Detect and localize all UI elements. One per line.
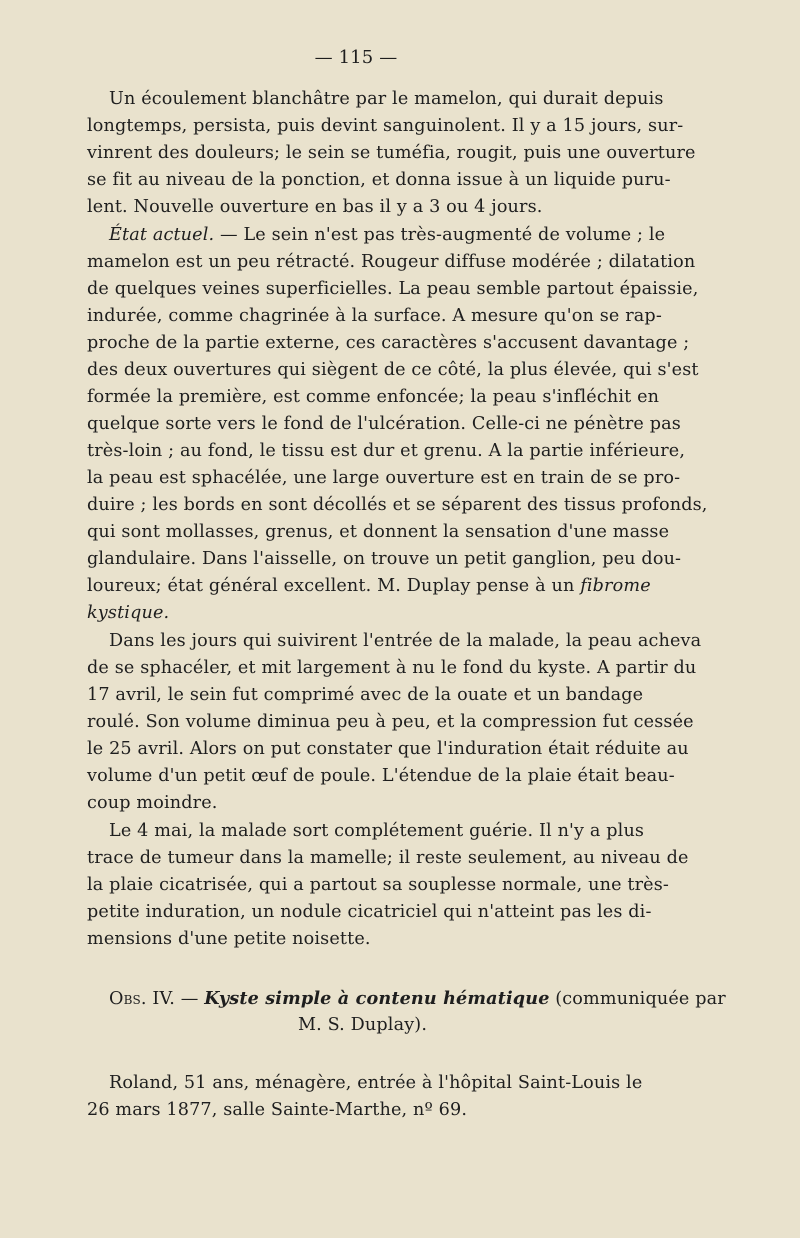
text-line: petite induration, un nodule cicatriciel qui n'atteint pas les di- [87, 902, 652, 922]
text-line: longtemps, persista, puis devint sanguinolent. Il y a 15 jours, sur- [87, 116, 684, 136]
text-line: trace de tumeur dans la mamelle; il reste seulement, au niveau de [87, 848, 689, 868]
text-line: qui sont mollasses, grenus, et donnent la sensation d'une masse [87, 522, 670, 542]
text-line: Un écoulement blanchâtre par le mamelon, qui durait depuis [109, 89, 664, 109]
section-heading-etat-actuel: État actuel. [109, 225, 215, 245]
text-line: roulé. Son volume diminua peu à peu, et la compression fut cessée [87, 712, 694, 732]
text-line: proche de la partie externe, ces caractères s'accusent davantage ; [87, 333, 690, 353]
text-line: duire ; les bords en sont décollés et se séparent des tissus profonds, [87, 495, 708, 515]
text-line: vinrent des douleurs; le sein se tuméfia, rougit, puis une ouverture [87, 143, 696, 163]
page-number: — 115 — [314, 47, 398, 68]
text-line: indurée, comme chagrinée à la surface. A mesure qu'on se rap- [87, 306, 662, 326]
text-line: 26 mars 1877, salle Sainte-Marthe, nº 69. [87, 1100, 468, 1120]
text-span: — [175, 989, 205, 1009]
text-line [87, 222, 666, 249]
text-line: des deux ouvertures qui siègent de ce côté, la plus élevée, qui s'est [87, 360, 699, 380]
observation-heading [87, 985, 726, 1013]
text-line: la plaie cicatrisée, qui a partout sa souplesse normale, une très- [87, 875, 669, 895]
text-line: la peau est sphacélée, une large ouverture est en train de se pro- [87, 468, 681, 488]
text-line: coup moindre. [87, 793, 218, 813]
text-line: quelque sorte vers le fond de l'ulcération. Celle-ci ne pénètre pas [87, 414, 681, 434]
text-line: se fit au niveau de la ponction, et donna issue à un liquide puru- [87, 170, 671, 190]
text-line: Roland, 51 ans, ménagère, entrée à l'hôpital Saint-Louis le [109, 1073, 643, 1093]
text-line: mensions d'une petite noisette. [87, 929, 371, 949]
italic-term: kystique. [87, 603, 170, 623]
observation-attribution: M. S. Duplay). [297, 1015, 428, 1035]
text-line: formée la première, est comme enfoncée; la peau s'infléchit en [87, 387, 660, 407]
text-line: 17 avril, le sein fut comprimé avec de la ouate et un bandage [87, 685, 644, 705]
text-line: volume d'un petit œuf de poule. L'étendue de la plaie était beau- [87, 766, 675, 786]
text-line: lent. Nouvelle ouverture en bas il y a 3 ou 4 jours. [87, 197, 543, 217]
text-line [87, 573, 651, 600]
text-span: (communiquée par [549, 989, 726, 1009]
text-line: de se sphacéler, et mit largement à nu le fond du kyste. A partir du [87, 658, 697, 678]
text-span: loureux; état général excellent. M. Duplay pense à un [87, 576, 581, 596]
text-line [87, 600, 638, 627]
text-line: Le 4 mai, la malade sort complétement guérie. Il n'y a plus [109, 821, 645, 841]
text-line: de quelques veines superficielles. La peau semble partout épaissie, [87, 279, 699, 299]
text-line: Dans les jours qui suivirent l'entrée de la malade, la peau acheva [109, 631, 702, 651]
text-span: — Le sein n'est pas très-augmenté de volume ; le [214, 225, 666, 245]
observation-title: Kyste simple à contenu hématique [204, 988, 550, 1009]
observation-label: Obs. IV. [109, 989, 176, 1009]
text-line: mamelon est un peu rétracté. Rougeur diffuse modérée ; dilatation [87, 252, 696, 272]
italic-term: fibrome [580, 576, 651, 596]
text-line: le 25 avril. Alors on put constater que l'induration était réduite au [87, 739, 689, 759]
text-line: glandulaire. Dans l'aisselle, on trouve un petit ganglion, peu dou- [87, 549, 682, 569]
text-line: très-loin ; au fond, le tissu est dur et grenu. A la partie inférieure, [87, 441, 686, 461]
